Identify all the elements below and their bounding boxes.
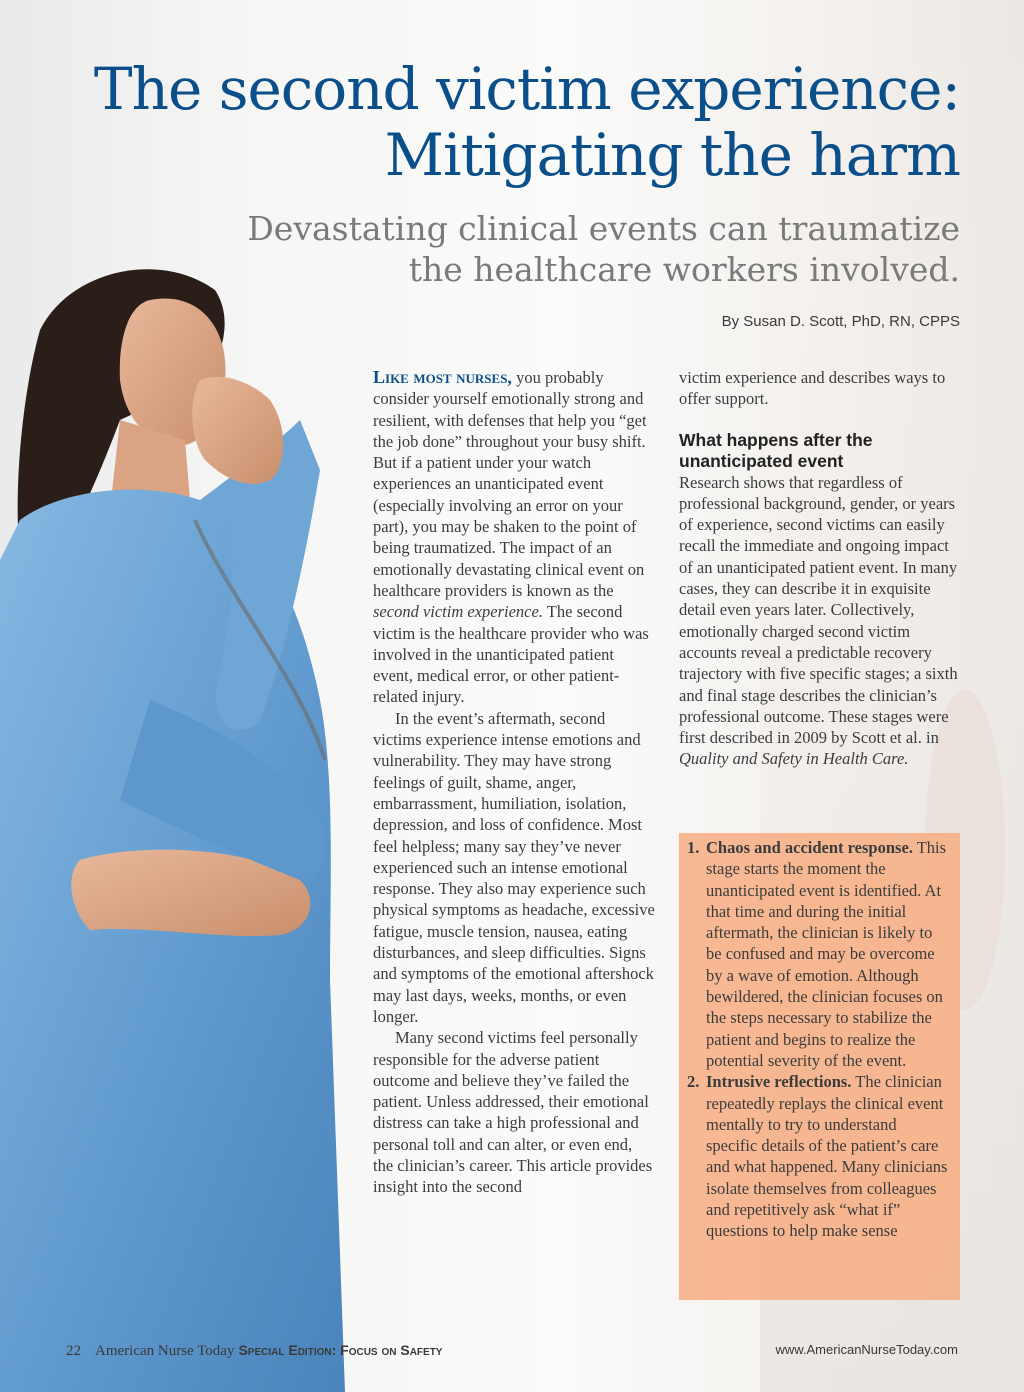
paragraph-4: victim experience and describes ways to offer support. (679, 368, 946, 409)
footer-url: www.AmericanNurseToday.com (775, 1342, 958, 1357)
journal-title: Quality and Safety in Health Care. (679, 749, 909, 769)
footer-left (66, 1342, 442, 1360)
paragraph-1-text-a: you probably consider yourself emotionally strong and resilient, with defenses that help you “get the job done” throughout your busy shift. But if a patient under your watch experiences an unanticipated event (especially involving an error on your part), you may be shaken to the point of being traumatized. The impact of an emotionally devastating clinical event on healthcare providers is known as the (373, 368, 647, 600)
page-number: 22 (66, 1343, 81, 1359)
stage-item (687, 1071, 952, 1241)
second-victim-term: second victim experience. (373, 602, 543, 622)
title-line-1: The second victim experience: (93, 55, 960, 123)
stage-number: 2. (687, 1072, 700, 1092)
byline: By Susan D. Scott, PhD, RN, CPPS (721, 313, 960, 330)
stage-name: Intrusive reflections. (706, 1072, 852, 1092)
article-title (94, 56, 960, 188)
stage-name: Chaos and accident response. (706, 838, 913, 857)
lead-in: Like most nurses, (373, 367, 512, 387)
stage-text: The clinician repeatedly replays the clinical event mentally to try to understand specific details of the patient’s care and what happened. Many clinicians isolate themselves from colleagues and repetitively ask “what if” questions to help make sense (706, 1072, 948, 1241)
magazine-name: American Nurse Today (95, 1343, 235, 1359)
paragraph-1-text-b: The second victim is the healthcare provider who was involved in the unanticipated patient event, medical error, or other patient-related injury. (373, 602, 649, 707)
stage-item (687, 837, 952, 1071)
body-column-2 (679, 367, 961, 770)
paragraph-5 (679, 472, 961, 770)
paragraph-5-text: Research shows that regardless of professional background, gender, or years of experience, second victims can easily recall the immediate and ongoing impact of an unanticipated patient event. In many cases, they can describe it in exquisite detail even years later. Collectively, emotionally charged second victim accounts reveal a predictable recovery trajectory with five specific stages; a sixth and final stage describes the clinician’s professional outcome. These stages were first described in 2009 by Scott et al. in (679, 472, 958, 748)
article-subtitle (247, 208, 960, 290)
stages-box (679, 833, 960, 1300)
stage-text: This stage starts the moment the unanticipated event is identified. At that time and during the initial aftermath, the clinician is likely to be confused and may be overcome by a wave of emotion. Although bewildered, the clinician focuses on the steps necessary to stabilize the patient and begins to realize the potential severity of the event. (706, 838, 947, 1070)
edition-label: Special Edition: Focus on Safety (238, 1342, 443, 1358)
paragraph-2: In the event’s aftermath, second victims experience intense emotions and vulnerability. They may have strong feelings of guilt, shame, anger, embarrassment, humiliation, isolation, depression, and loss of confidence. Most feel helpless; many say they’ve never experienced such an intense emotional response. They also may experience such physical symptoms as headache, excessive fatigue, muscle tension, nausea, eating disturbances, and sleep difficulties. Signs and symptoms of the emotional aftershock may last days, weeks, months, or even longer. (373, 708, 655, 1026)
subtitle-line-1: Devastating clinical events can traumatize (247, 209, 960, 248)
title-line-2: Mitigating the harm (384, 121, 960, 189)
paragraph-1 (373, 367, 655, 708)
subtitle-line-2: the healthcare workers involved. (408, 250, 960, 289)
paragraph-3: Many second victims feel personally responsible for the adverse patient outcome and believe they’ve failed the patient. Unless addressed, their emotional distress can take a high professional and personal toll and can alter, or even end, the clinician’s career. This article provides insight into the second (373, 1028, 653, 1197)
stage-number: 1. (687, 838, 700, 857)
section-heading: What happens after the unanticipated event (679, 429, 873, 471)
body-column-1 (373, 367, 655, 1198)
